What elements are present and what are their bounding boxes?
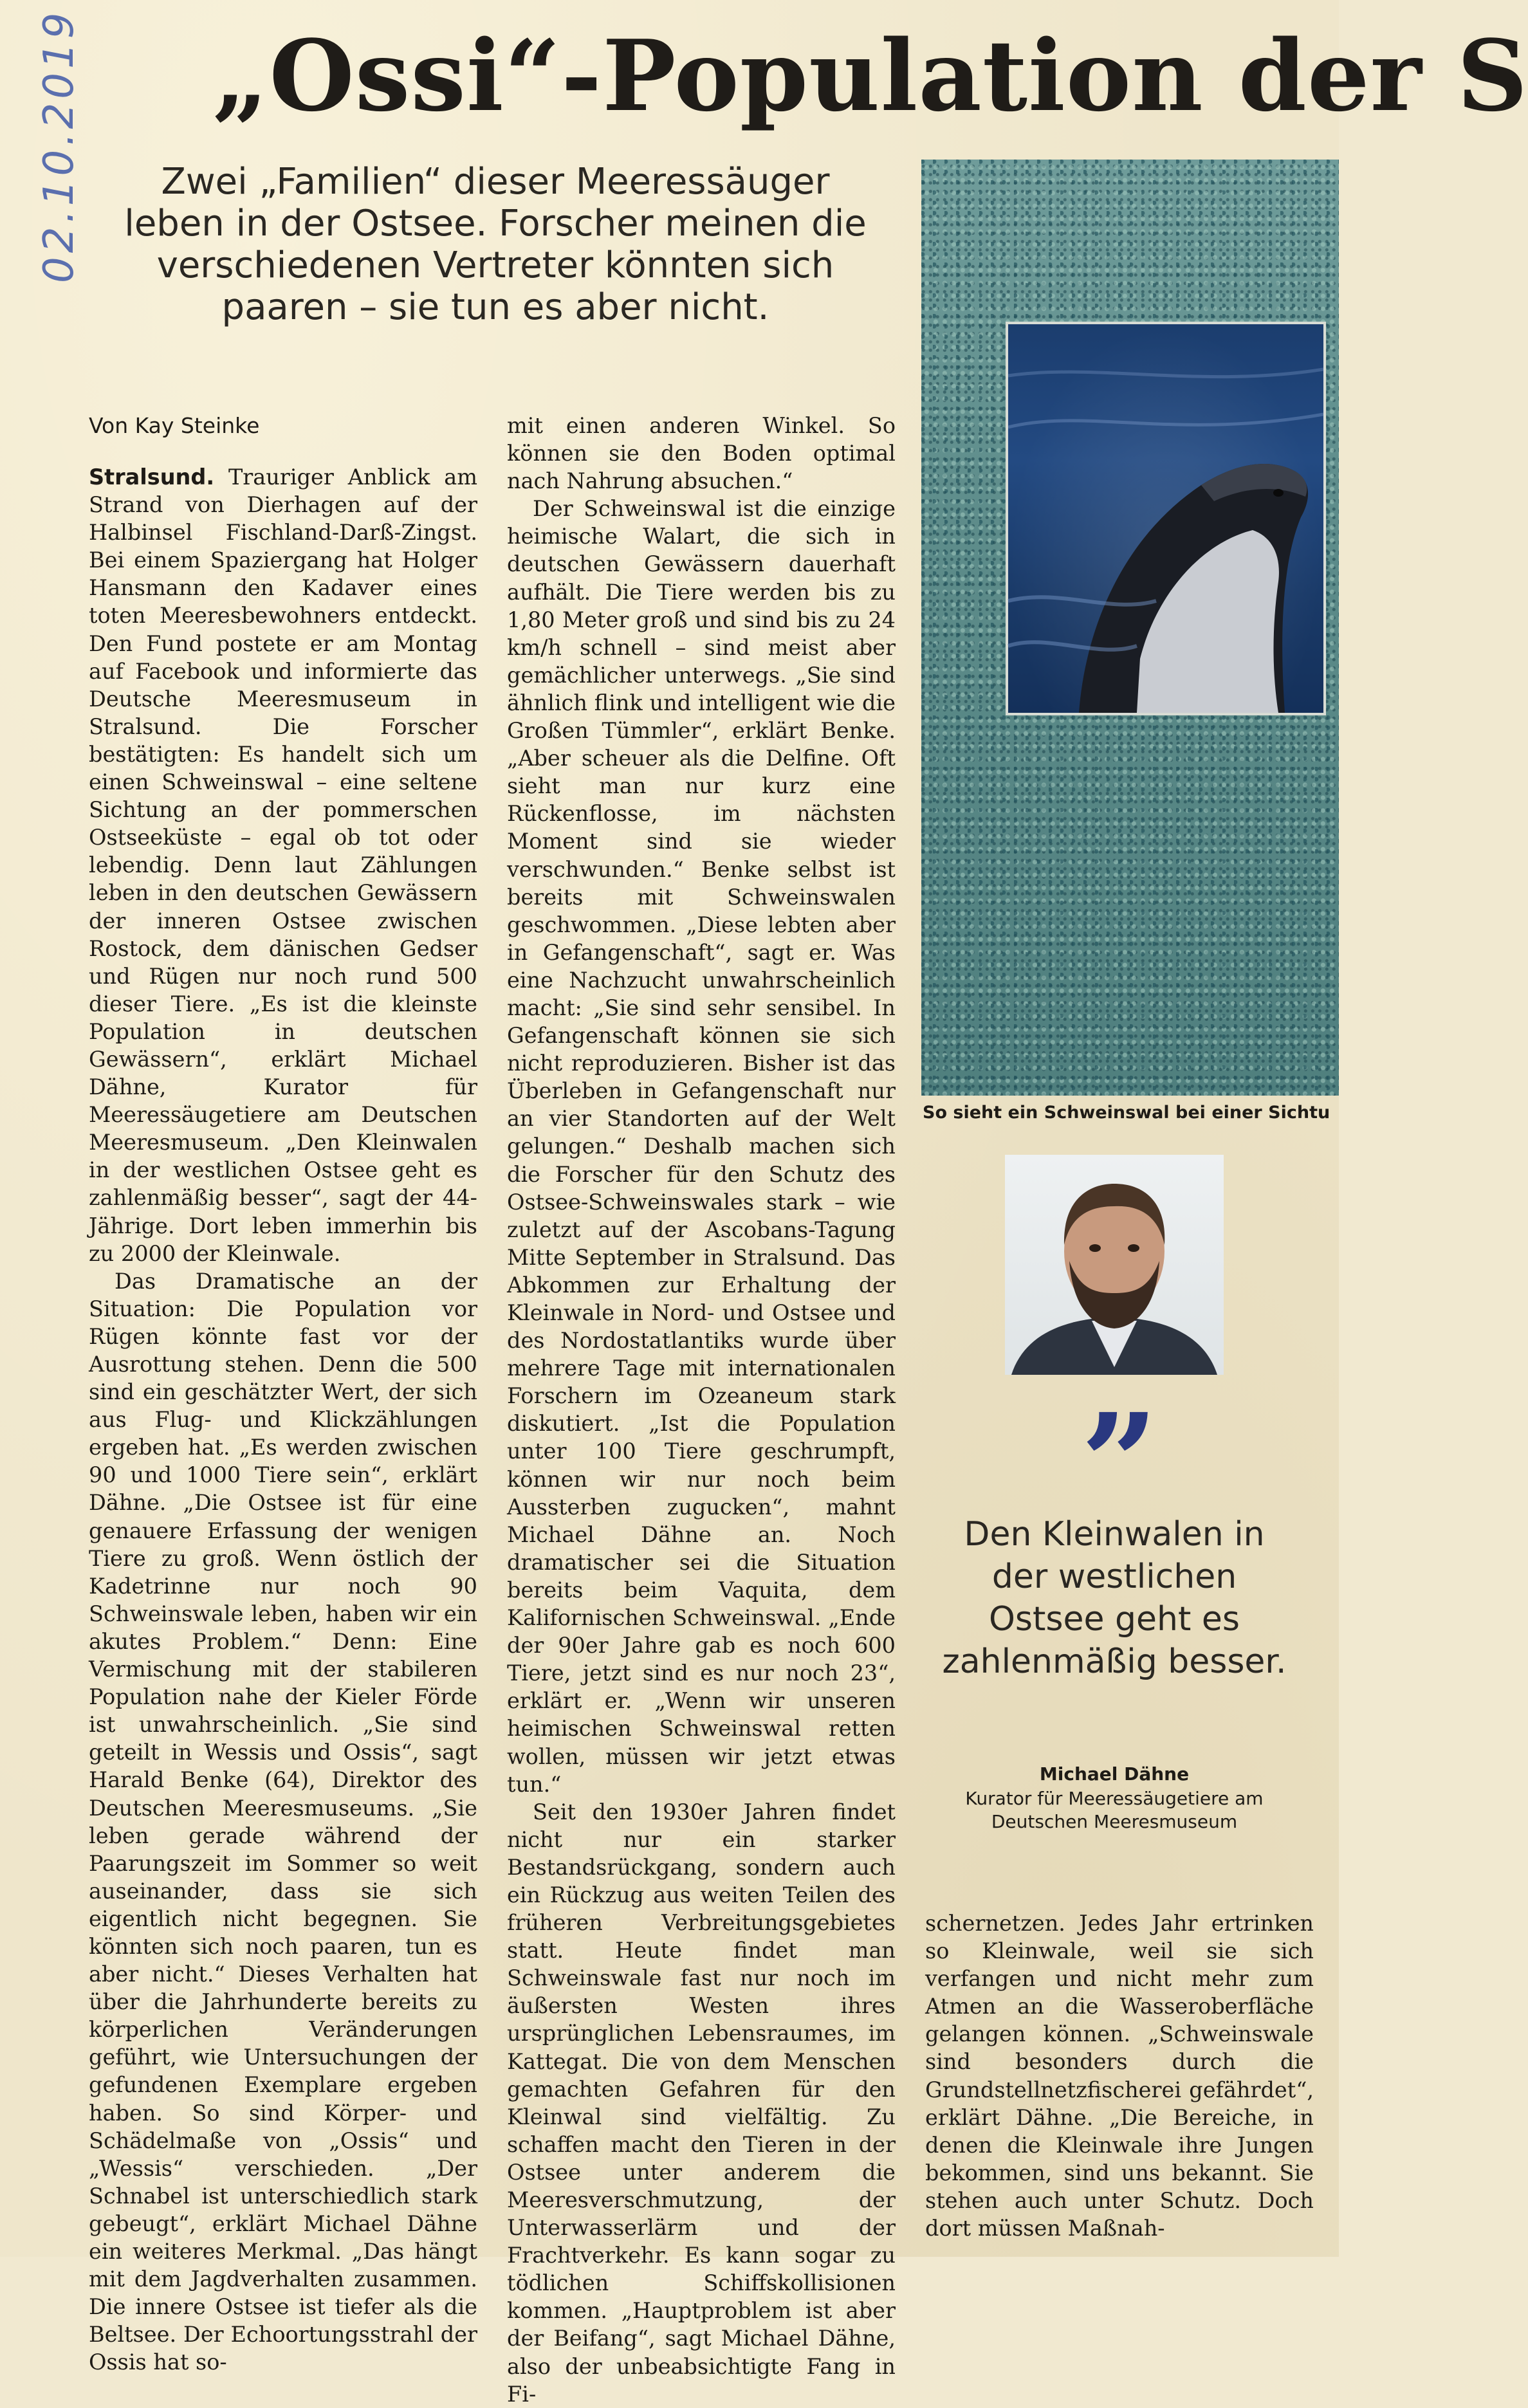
portrait-photo [1005,1155,1224,1375]
portrait-illustration [1005,1155,1224,1375]
article-column-2 [507,412,896,2407]
paragraph-text: Trauriger Anblick am Strand von Dierhagen auf der Halbinsel Fischland-Darß-Zingst. Bei einem Spaziergang hat Holger Hansmann den Kadaver eines toten Meeresbewohners entdeckt. Den Fund postete er am Montag auf Facebook und informierte das Deutsche Meeresmuseum in Stralsund. Die Forscher bestätigten: Es handelt sich um einen Schweinswal – eine seltene Sichtung an der pommerschen Ostseeküste – egal ob tot oder lebendig. Denn laut Zählungen leben in den deutschen Gewässern der inneren Ostsee zwischen Rostock, dem dänischen Gedser und Rügen nur noch rund 500 dieser Tiere. „Es ist die kleinste Population in deutschen Gewässern“, erklärt Michael Dähne, Kurator für Meeressäugetiere am Deutschen Meeresmuseum. „Den Kleinwalen in der westlichen Ostsee geht es zahlenmäßig besser“, sagt der 44-Jährige. Dort leben immerhin bis zu 2000 der Kleinwale. [89,464,477,1266]
article-paragraph [89,463,477,1267]
dateline: Stralsund. [89,464,215,490]
quote-author: Michael Dähne [1039,1763,1190,1785]
handwritten-date: 02.10.2019 [35,8,83,283]
porpoise-illustration [1008,324,1323,713]
article-paragraph: Der Schweinswal ist die einzige heimische Walart, die sich in deutschen Gewässern dauerhaft aufhält. Die Tiere werden bis zu 1,80 Meter groß und sind bis zu 24 km/h schnell – sind meist aber gemächlicher unterwegs. „Sie sind ähnlich flink und intelligent wie die Großen Tümmler“, erklärt Benke. „Aber scheuer als die Delfine. Oft sieht man nur kurz eine Rückenflosse, im nächsten Moment sind sie wieder verschwunden.“ Benke selbst ist bereits mit Schweinswalen geschwommen. „Diese lebten aber in Gefangenschaft“, sagt er. Was eine Nachzucht unwahrscheinlich macht: „Sie sind sehr sensibel. In Gefangenschaft können sie sich nicht reproduzieren. Bisher ist das Überleben in Gefangenschaft nur an vier Standorten auf der Welt gelungen.“ Deshalb machen sich die Forscher für den Schutz des Ostsee-Schweinswales stark – wie zuletzt auf der Ascobans-Tagung Mitte September in Stralsund. Das Abkommen zur Erhaltung der Kleinwale in Nord- und Ostsee und des Nordostatlantiks wurde über mehrere Tage mit internationalen Forschern im Ozeaneum stark diskutiert. „Ist die Population unter 100 Tiere geschrumpft, können wir nur noch beim Aussterben zugucken“, mahnt Michael Dähne an. Noch dramatischer sei die Situation bereits beim Vaquita, dem Kalifornischen Schweinswal. „Ende der 90er Jahre gab es noch 600 Tiere, jetzt sind es nur noch 23“, erklärt er. „Wenn wir unseren heimischen Schweinswal retten wollen, müssen wir jetzt etwas tun.“ [507,496,896,1797]
pull-quote: Den Kleinwalen in der westlichen Ostsee geht es zahlenmäßig besser. [942,1515,1287,1681]
article-column-1 [89,463,477,2375]
article-paragraph: schernetzen. Jedes Jahr ertrinken so Kleinwale, weil sie sich verfangen und nicht mehr zum Atmen an die Wasseroberfläche gelangen können. „Schweinswale sind besonders durch die Grundstellnetzfischerei gefährdet“, erklärt Dähne. „Die Bereiche, in denen die Kleinwale ihre Jungen bekommen, sind uns bekannt. Sie stehen auch unter Schutz. Doch dort müssen Maßnah- [925,1911,1314,2241]
article-paragraph: Das Dramatische an der Situation: Die Population vor Rügen könnte fast vor der Ausrottung stehen. Denn die 500 sind ein geschätzter Wert, der sich aus Flug- und Klickzählungen ergeben hat. „Es werden zwischen 90 und 1000 Tiere sein“, erklärt Dähne. „Die Ostsee ist für eine genauere Erfassung der wenigen Tiere zu groß. Wenn östlich der Kadetrinne nur noch 90 Schweinswale leben, haben wir ein akutes Problem.“ Denn: Eine Vermischung mit der stabileren Population nahe der Kieler Förde ist unwahrscheinlich. „Sie sind geteilt in Wessis und Ossis“, sagt Harald Benke (64), Direktor des Deutschen Meeresmuseums. „Sie leben gerade während der Paarungszeit im Sommer so weit auseinander, dass sie sich eigentlich nicht begegnen. Sie könnten sich noch paaren, tun es aber nicht.“ Dieses Verhalten hat über die Jahrhunderte bereits zu körperlichen Veränderungen geführt, wie Untersuchungen der gefundenen Exemplare ergeben haben. So sind Körper- und Schädelmaße von „Ossis“ und „Wessis“ verschieden. „Der Schnabel ist unterschiedlich stark gebeugt“, erklärt Michael Dähne ein weiteres Merkmal. „Das hängt mit dem Jagdverhalten zusammen. Die innere Ostsee ist tiefer als die Beltsee. Der Echoortungsstrahl der Ossis hat so- [89,1268,477,2375]
headline: „Ossi“-Population der S [212,18,1528,133]
quote-mark-icon: ” [1080,1384,1159,1543]
subheadline: Zwei „Familien“ dieser Meeressäuger leben in der Ostsee. Forscher meinen die verschiedenen Vertreter könnten sich paaren – sie tun es aber nicht. [124,161,867,328]
article-column-3 [925,1909,1314,2250]
article-paragraph: Seit den 1930er Jahren findet nicht nur ein starker Bestandsrückgang, sondern auch ein Rückzug aus weiten Teilen des früheren Verbreitungsgebietes statt. Heute findet man Schweinswale fast nur noch im äußersten Westen ihres ursprünglichen Lebensraumes, im Kattegat. Die von dem Menschen gemachten Gefahren für den Kleinwal sind vielfältig. Zu schaffen macht den Tieren in der Ostsee unter anderem die Meeresverschmutzung, der Unterwasserlärm und der Frachtverkehr. Es kann sogar zu tödlichen Schiffskollisionen kommen. „Hauptproblem ist aber der Beifang“, sagt Michael Dähne, also der unbeabsichtigte Fang in Fi- [507,1799,896,2407]
quote-author-role: Kurator für Meeressäugetiere am Deutschen Meeresmuseum [965,1788,1264,1832]
byline: Von Kay Steinke [89,413,260,438]
article-paragraph: mit einen anderen Winkel. So können sie den Boden optimal nach Nahrung absuchen.“ [507,413,896,494]
porpoise-photo [1006,322,1326,715]
photo-caption: So sieht ein Schweinswal bei einer Sichtu [923,1103,1330,1123]
